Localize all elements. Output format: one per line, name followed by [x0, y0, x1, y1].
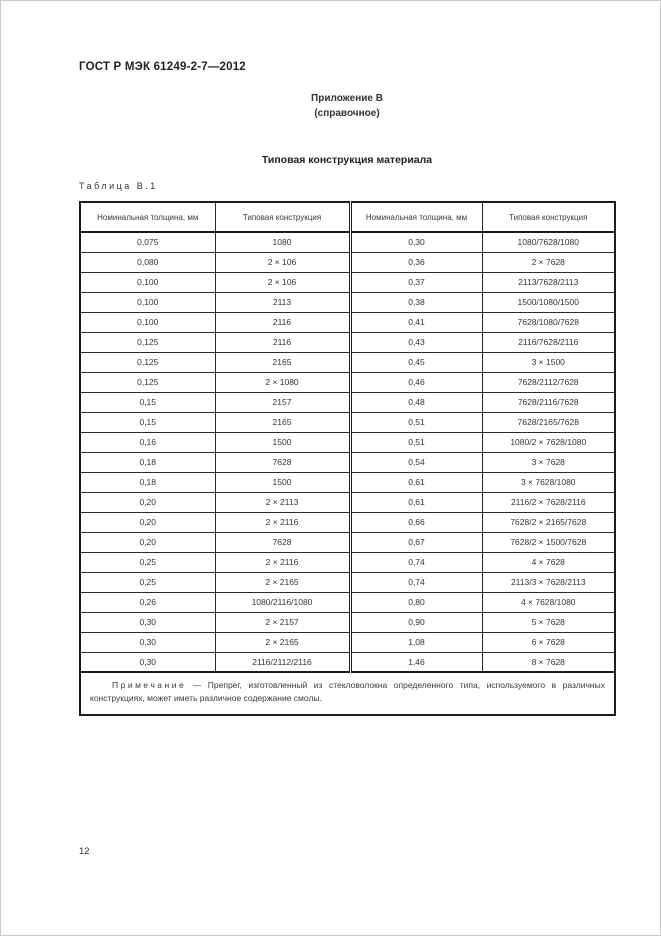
cell-typical-construction-left: 2 × 2113 [215, 492, 350, 512]
cell-typical-construction-right: 3 × 1500 [482, 352, 615, 372]
cell-nominal-thickness-left: 0,080 [80, 252, 215, 272]
table-row [80, 372, 615, 392]
table-row [80, 572, 615, 592]
annex-subtitle: (справочное) [314, 108, 380, 119]
cell-typical-construction-left: 2 × 2157 [215, 612, 350, 632]
cell-nominal-thickness-left: 0,25 [80, 572, 215, 592]
cell-typical-construction-right: 7628/2 × 1500/7628 [482, 532, 615, 552]
table-row [80, 492, 615, 512]
cell-nominal-thickness-left: 0,15 [80, 392, 215, 412]
cell-nominal-thickness-right: 0,51 [350, 432, 482, 452]
cell-nominal-thickness-left: 0,125 [80, 352, 215, 372]
cell-nominal-thickness-right: 0,30 [350, 232, 482, 252]
cell-typical-construction-right: 7628/2165/7628 [482, 412, 615, 432]
cell-nominal-thickness-left: 0,100 [80, 272, 215, 292]
col-header-typical-construction-right: Типовая конструкция [482, 202, 615, 232]
table-row [80, 292, 615, 312]
cell-typical-construction-right: 4 × 7628 [482, 552, 615, 572]
cell-typical-construction-left: 2165 [215, 352, 350, 372]
cell-typical-construction-right: 7628/2112/7628 [482, 372, 615, 392]
col-header-nominal-thickness-left: Номинальная толщина, мм [80, 202, 215, 232]
cell-typical-construction-right: 2113/3 × 7628/2113 [482, 572, 615, 592]
cell-typical-construction-right: 7628/2 × 2165/7628 [482, 512, 615, 532]
table-note-row [80, 672, 615, 715]
cell-typical-construction-right: 2 × 7628 [482, 252, 615, 272]
cell-nominal-thickness-left: 0,30 [80, 632, 215, 652]
cell-nominal-thickness-right: 1,46 [350, 652, 482, 672]
cell-typical-construction-right: 2116/7628/2116 [482, 332, 615, 352]
cell-nominal-thickness-left: 0,30 [80, 652, 215, 672]
cell-nominal-thickness-left: 0,20 [80, 492, 215, 512]
cell-typical-construction-right: 2113/7628/2113 [482, 272, 615, 292]
cell-typical-construction-right: 1500/1080/1500 [482, 292, 615, 312]
cell-nominal-thickness-right: 0,54 [350, 452, 482, 472]
cell-typical-construction-right: 1080/2 × 7628/1080 [482, 432, 615, 452]
cell-typical-construction-left: 7628 [215, 532, 350, 552]
cell-typical-construction-right: 3 × 7628/1080 [482, 472, 615, 492]
cell-typical-construction-left: 2116/2112/2116 [215, 652, 350, 672]
cell-nominal-thickness-left: 0,125 [80, 332, 215, 352]
table-row [80, 632, 615, 652]
cell-nominal-thickness-right: 0,36 [350, 252, 482, 272]
cell-nominal-thickness-left: 0,18 [80, 472, 215, 492]
cell-typical-construction-left: 2 × 2116 [215, 552, 350, 572]
cell-nominal-thickness-right: 0,74 [350, 552, 482, 572]
cell-nominal-thickness-right: 0,61 [350, 492, 482, 512]
table-row [80, 452, 615, 472]
cell-nominal-thickness-right: 1,08 [350, 632, 482, 652]
cell-nominal-thickness-left: 0,125 [80, 372, 215, 392]
cell-typical-construction-left: 1080 [215, 232, 350, 252]
cell-nominal-thickness-left: 0,20 [80, 532, 215, 552]
table-row [80, 412, 615, 432]
table-row [80, 652, 615, 672]
cell-nominal-thickness-left: 0,075 [80, 232, 215, 252]
cell-typical-construction-left: 2165 [215, 412, 350, 432]
table-header-row [80, 202, 615, 232]
cell-typical-construction-right: 3 × 7628 [482, 452, 615, 472]
cell-typical-construction-right: 7628/2116/7628 [482, 392, 615, 412]
col-header-nominal-thickness-right: Номинальная толщина, мм [350, 202, 482, 232]
cell-nominal-thickness-right: 0,61 [350, 472, 482, 492]
table-row [80, 352, 615, 372]
col-header-typical-construction-left: Типовая конструкция [215, 202, 350, 232]
cell-nominal-thickness-right: 0,66 [350, 512, 482, 532]
table-row [80, 252, 615, 272]
table-row [80, 432, 615, 452]
cell-typical-construction-left: 2157 [215, 392, 350, 412]
cell-nominal-thickness-right: 0,80 [350, 592, 482, 612]
cell-nominal-thickness-left: 0,26 [80, 592, 215, 612]
cell-nominal-thickness-left: 0,100 [80, 312, 215, 332]
cell-nominal-thickness-right: 0,43 [350, 332, 482, 352]
material-construction-table [79, 201, 616, 716]
cell-nominal-thickness-right: 0,48 [350, 392, 482, 412]
cell-typical-construction-left: 2 × 1080 [215, 372, 350, 392]
table-row [80, 612, 615, 632]
cell-typical-construction-left: 2 × 2165 [215, 572, 350, 592]
note-label: Примечание [112, 680, 187, 690]
cell-typical-construction-right: 7628/1080/7628 [482, 312, 615, 332]
cell-typical-construction-left: 2116 [215, 312, 350, 332]
cell-typical-construction-right: 1080/7628/1080 [482, 232, 615, 252]
table-row [80, 472, 615, 492]
table-note [80, 672, 615, 715]
cell-nominal-thickness-left: 0,30 [80, 612, 215, 632]
section-title: Типовая конструкция материала [261, 154, 433, 166]
cell-typical-construction-left: 2 × 106 [215, 272, 350, 292]
cell-typical-construction-left: 7628 [215, 452, 350, 472]
cell-typical-construction-right: 6 × 7628 [482, 632, 615, 652]
cell-typical-construction-left: 1500 [215, 432, 350, 452]
cell-nominal-thickness-right: 0,37 [350, 272, 482, 292]
cell-nominal-thickness-left: 0,25 [80, 552, 215, 572]
table-row [80, 512, 615, 532]
cell-typical-construction-left: 2 × 2116 [215, 512, 350, 532]
table-row [80, 552, 615, 572]
cell-typical-construction-left: 1080/2116/1080 [215, 592, 350, 612]
page-number: 12 [79, 846, 90, 857]
cell-typical-construction-right: 2116/2 × 7628/2116 [482, 492, 615, 512]
table-row [80, 392, 615, 412]
cell-nominal-thickness-right: 0,38 [350, 292, 482, 312]
cell-nominal-thickness-left: 0,16 [80, 432, 215, 452]
table-body [80, 232, 615, 672]
cell-nominal-thickness-right: 0,45 [350, 352, 482, 372]
cell-nominal-thickness-right: 0,90 [350, 612, 482, 632]
annex-title: Приложение В [311, 93, 383, 104]
table-label: Таблица В.1 [79, 181, 158, 191]
cell-typical-construction-right: 5 × 7628 [482, 612, 615, 632]
cell-nominal-thickness-right: 0,51 [350, 412, 482, 432]
cell-nominal-thickness-right: 0,74 [350, 572, 482, 592]
cell-typical-construction-left: 1500 [215, 472, 350, 492]
cell-typical-construction-left: 2 × 2165 [215, 632, 350, 652]
table-row [80, 272, 615, 292]
document-code: ГОСТ Р МЭК 61249-2-7—2012 [79, 61, 246, 73]
cell-nominal-thickness-left: 0,15 [80, 412, 215, 432]
table-row [80, 312, 615, 332]
cell-nominal-thickness-right: 0,67 [350, 532, 482, 552]
table-row [80, 332, 615, 352]
annex-heading [79, 91, 615, 121]
cell-nominal-thickness-right: 0,46 [350, 372, 482, 392]
cell-typical-construction-left: 2116 [215, 332, 350, 352]
table-row [80, 592, 615, 612]
cell-typical-construction-right: 4 × 7628/1080 [482, 592, 615, 612]
cell-nominal-thickness-left: 0,100 [80, 292, 215, 312]
note-text: — Препрег, изготовленный из стекловолокна определенного типа, используемого в различных конструкциях, может иметь различное содержание смолы. [90, 680, 605, 703]
table-row [80, 532, 615, 552]
cell-nominal-thickness-left: 0,20 [80, 512, 215, 532]
cell-nominal-thickness-left: 0,18 [80, 452, 215, 472]
cell-typical-construction-left: 2 × 106 [215, 252, 350, 272]
cell-typical-construction-left: 2113 [215, 292, 350, 312]
cell-typical-construction-right: 8 × 7628 [482, 652, 615, 672]
cell-nominal-thickness-right: 0,41 [350, 312, 482, 332]
table-row [80, 232, 615, 252]
